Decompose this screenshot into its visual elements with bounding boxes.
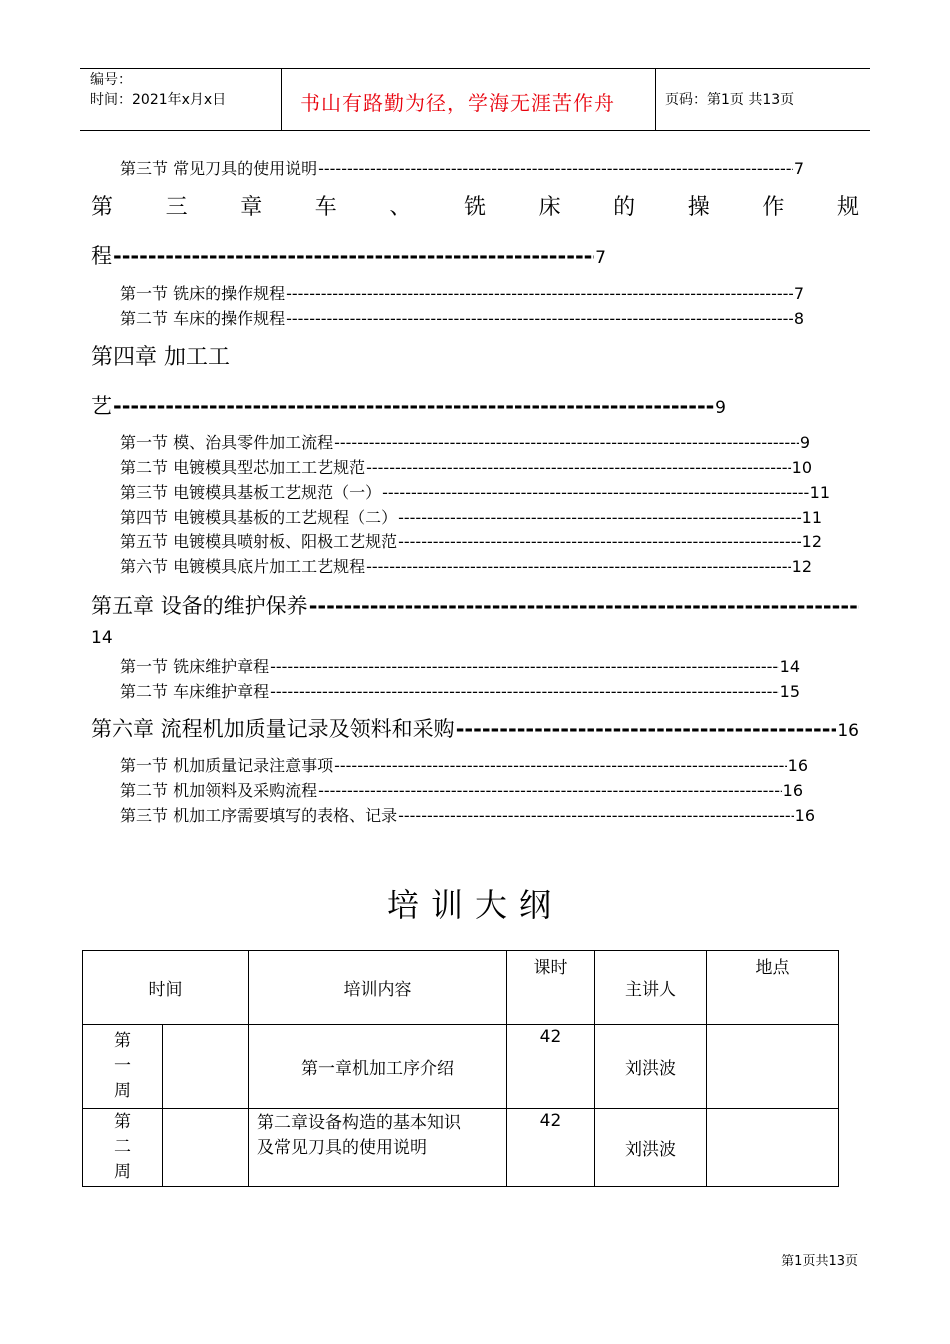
toc-leader — [456, 717, 837, 741]
chapter3-char: 作 — [762, 195, 785, 220]
toc-section — [120, 679, 800, 701]
toc-section — [120, 430, 810, 452]
toc-section — [120, 156, 804, 178]
chapter3-char: 车 — [314, 195, 337, 220]
toc-section-page: 10 — [791, 458, 812, 477]
header-divider-right — [655, 68, 656, 130]
toc-section — [120, 778, 803, 800]
toc-section-page: 12 — [801, 532, 822, 551]
week-char: 二 — [114, 1137, 131, 1157]
toc-leader — [366, 458, 791, 477]
toc-section — [120, 306, 804, 328]
header-number: 编号： — [90, 72, 132, 88]
week-cell — [83, 1025, 163, 1109]
header-location: 地点 — [707, 951, 839, 1025]
chapter3-char: 铣 — [463, 195, 486, 220]
outline-table — [82, 950, 839, 1187]
content-cell — [249, 1109, 507, 1187]
toc-section-page: 7 — [793, 159, 804, 178]
header-top-rule — [80, 68, 870, 69]
toc-section — [120, 281, 804, 303]
header-hours: 课时 — [507, 951, 595, 1025]
hours-cell: 42 — [507, 1025, 595, 1109]
toc-leader — [318, 781, 782, 800]
header-page: 页码：第1页 共13页 — [665, 92, 795, 108]
table-row — [83, 1025, 839, 1109]
week-char: 第 — [114, 1112, 131, 1132]
empty-cell — [163, 1025, 249, 1109]
toc-leader — [286, 284, 793, 303]
toc-section-title: 第一节 铣床的操作规程 — [120, 284, 286, 303]
toc-chapter3-line2 — [91, 240, 606, 270]
chapter3-char: 的 — [613, 195, 636, 220]
header-divider-left — [281, 68, 282, 130]
toc-section — [120, 455, 812, 477]
toc-chapter-page: 16 — [837, 721, 859, 741]
toc-leader — [398, 806, 794, 825]
toc-section-title: 第三节 电镀模具基板工艺规范（一） — [120, 483, 382, 502]
toc-section — [120, 505, 822, 527]
toc-section-page: 16 — [782, 781, 803, 800]
toc-section-title: 第三节 常见刀具的使用说明 — [120, 159, 318, 178]
toc-section-title: 第一节 机加质量记录注意事项 — [120, 756, 334, 775]
toc-section — [120, 654, 800, 676]
toc-leader — [113, 394, 714, 418]
header-content: 培训内容 — [249, 951, 507, 1025]
outline-title: 培训大纲 — [386, 886, 563, 924]
toc-section — [120, 753, 808, 775]
toc-section-title: 第五节 电镀模具喷射板、阳极工艺规范 — [120, 532, 398, 551]
empty-cell — [163, 1109, 249, 1187]
toc-leader — [398, 532, 801, 551]
toc-section — [120, 480, 830, 502]
toc-chapter6 — [91, 713, 859, 743]
week-char: 周 — [114, 1081, 131, 1101]
toc-section-page: 16 — [794, 806, 815, 825]
week-char: 周 — [114, 1162, 131, 1182]
toc-section-title: 第二节 机加领料及采购流程 — [120, 781, 318, 800]
toc-chapter4-line1: 第四章 加工工 — [91, 345, 230, 370]
toc-section-page: 11 — [801, 508, 822, 527]
toc-leader — [334, 756, 787, 775]
toc-chapter-title: 艺 — [91, 394, 112, 418]
toc-chapter-title: 第六章 流程机加质量记录及领料和采购 — [91, 717, 455, 741]
toc-chapter3-line1 — [91, 190, 859, 221]
chapter3-char: 三 — [165, 195, 188, 220]
toc-leader — [270, 682, 779, 701]
toc-section — [120, 554, 812, 576]
toc-section-title: 第一节 铣床维护章程 — [120, 657, 270, 676]
toc-chapter-page: 9 — [715, 398, 726, 418]
toc-section-page: 7 — [793, 284, 804, 303]
chapter3-char: 规 — [836, 195, 859, 220]
location-cell — [707, 1025, 839, 1109]
toc-chapter5 — [91, 590, 860, 620]
lecturer-cell: 刘洪波 — [595, 1109, 707, 1187]
toc-section-page: 15 — [779, 682, 800, 701]
toc-section-page: 16 — [787, 756, 808, 775]
toc-section-title: 第二节 车床维护章程 — [120, 682, 270, 701]
toc-section-page: 9 — [799, 433, 810, 452]
content-line: 第二章设备构造的基本知识 — [257, 1113, 461, 1133]
location-cell — [707, 1109, 839, 1187]
toc-section-title: 第六节 电镀模具底片加工工艺规程 — [120, 557, 366, 576]
content-line: 及常见刀具的使用说明 — [257, 1138, 427, 1158]
toc-section-page: 8 — [793, 309, 804, 328]
week-cell — [83, 1109, 163, 1187]
content-cell — [249, 1025, 507, 1109]
content-line: 第一章机加工序介绍 — [301, 1059, 454, 1079]
table-row — [83, 1109, 839, 1187]
toc-chapter-title: 第五章 设备的维护保养 — [91, 594, 308, 618]
header-time: 时间：2021年x月x日 — [90, 92, 227, 108]
toc-section — [120, 803, 815, 825]
toc-leader — [286, 309, 793, 328]
toc-leader — [334, 433, 799, 452]
toc-chapter-title: 程 — [91, 244, 112, 268]
toc-leader — [270, 657, 779, 676]
toc-leader — [113, 244, 594, 268]
week-char: 第 — [114, 1031, 131, 1051]
chapter3-char: 床 — [538, 195, 561, 220]
lecturer-cell: 刘洪波 — [595, 1025, 707, 1109]
toc-leader — [318, 159, 793, 178]
toc-section-page: 11 — [809, 483, 830, 502]
header-lecturer: 主讲人 — [595, 951, 707, 1025]
toc-leader — [398, 508, 801, 527]
toc-section-page: 12 — [791, 557, 812, 576]
toc-chapter5-page: 14 — [91, 628, 113, 648]
toc-section-title: 第二节 电镀模具型芯加工工艺规范 — [120, 458, 366, 477]
toc-section-title: 第一节 模、治具零件加工流程 — [120, 433, 334, 452]
toc-section-title: 第三节 机加工序需要填写的表格、记录 — [120, 806, 398, 825]
toc-chapter4-line2 — [91, 390, 726, 420]
header-time: 时间 — [83, 951, 249, 1025]
chapter3-char: 操 — [687, 195, 710, 220]
chapter3-char: 第 — [91, 195, 114, 220]
chapter3-char: 章 — [240, 195, 263, 220]
header-bottom-rule — [80, 130, 870, 131]
toc-leader — [309, 594, 859, 618]
toc-leader — [366, 557, 791, 576]
header-motto: 书山有路勤为径，学海无涯苦作舟 — [300, 91, 615, 115]
table-header-row — [83, 951, 839, 1025]
hours-cell: 42 — [507, 1109, 595, 1187]
toc-section-page: 14 — [779, 657, 800, 676]
toc-section — [120, 529, 822, 551]
toc-leader — [382, 483, 809, 502]
chapter3-char: 、 — [389, 195, 412, 220]
toc-section-title: 第四节 电镀模具基板的工艺规程（二） — [120, 508, 398, 527]
week-char: 一 — [114, 1056, 131, 1076]
footer-page-number: 第1页共13页 — [781, 1254, 858, 1269]
toc-chapter-page: 7 — [595, 248, 606, 268]
toc-section-title: 第二节 车床的操作规程 — [120, 309, 286, 328]
